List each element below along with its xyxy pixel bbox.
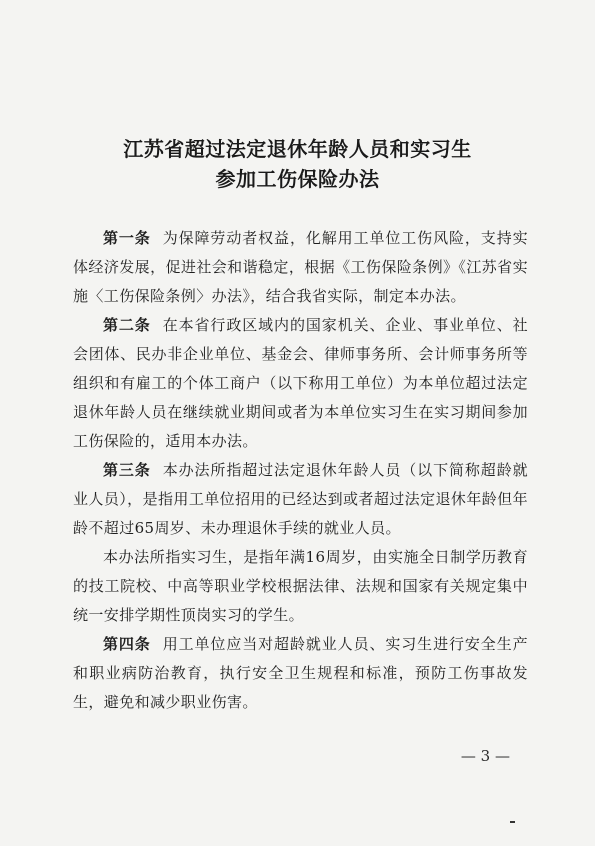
paragraph-article-1 bbox=[73, 224, 528, 311]
paragraph-article-3-continued bbox=[73, 543, 528, 630]
article-label: 第一条 bbox=[103, 229, 151, 247]
article-label: 第四条 bbox=[103, 635, 151, 653]
article-label: 第二条 bbox=[103, 316, 151, 334]
document-body bbox=[73, 224, 528, 717]
paragraph-article-2 bbox=[73, 311, 528, 456]
paragraph-article-3 bbox=[73, 456, 528, 543]
scan-speck bbox=[510, 821, 515, 823]
article-label: 第三条 bbox=[103, 461, 151, 479]
paragraph-article-4 bbox=[73, 630, 528, 717]
document-title-line-2: 参加工伤保险办法 bbox=[215, 167, 380, 191]
page-number: — 3 — bbox=[460, 747, 510, 765]
document-title-line-1: 江苏省超过法定退休年龄人员和实习生 bbox=[123, 137, 472, 161]
paragraph-text: 本办法所指实习生，是指年满16周岁，由实施全日制学历教育的技工院校、中高等职业学校根据法律、法规和国家有关规定集中统一安排学期性顶岗实习的学生。 bbox=[73, 548, 528, 624]
paragraph-text: 为保障劳动者权益，化解用工单位工伤风险，支持实体经济发展，促进社会和谐稳定，根据《工伤保险条例》《江苏省实施〈工伤保险条例〉办法》，结合我省实际，制定本办法。 bbox=[73, 229, 529, 305]
paragraph-text: 用工单位应当对超龄就业人员、实习生进行安全生产和职业病防治教育，执行安全卫生规程和标准，预防工伤事故发生，避免和减少职业伤害。 bbox=[73, 635, 529, 711]
paragraph-text: 本办法所指超过法定退休年龄人员（以下简称超龄就业人员），是指用工单位招用的已经达到或者超过法定退休年龄但年龄不超过65周岁、未办理退休手续的就业人员。 bbox=[73, 461, 529, 537]
paragraph-text: 在本省行政区域内的国家机关、企业、事业单位、社会团体、民办非企业单位、基金会、律师事务所、会计师事务所等组织和有雇工的个体工商户（以下称用工单位）为本单位超过法定退休年龄人员在继续就业期间或者为本单位实习生在实习期间参加工伤保险的，适用本办法。 bbox=[73, 316, 529, 450]
